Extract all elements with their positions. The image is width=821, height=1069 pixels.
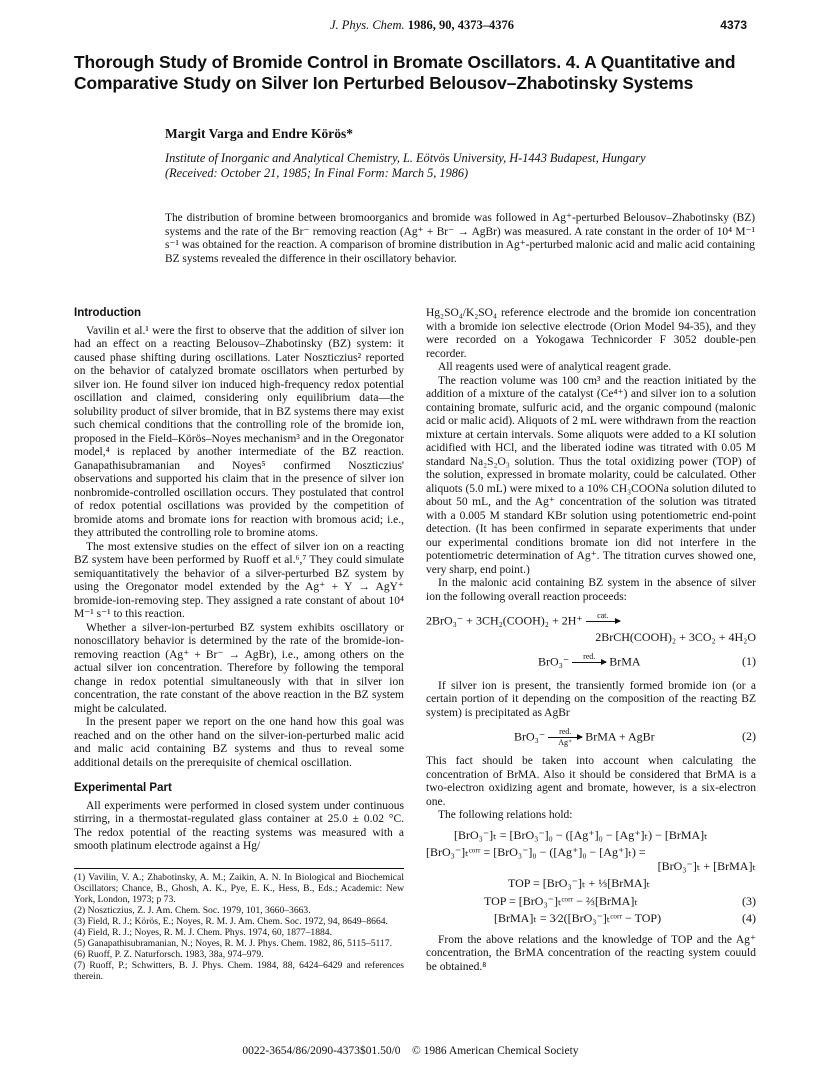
footnote: (4) Field, R. J.; Noyes, R. M. J. Chem. Phys. 1974, 60, 1877–1884. <box>74 927 332 938</box>
intro-paragraph: The most extensive studies on the effect of silver ion on a reacting BZ system have been performed by Ruoff et al.⁶,⁷ They could simulate semiquantitatively the behavior of a silver-perturbed BZ system by using the Oregonator model extended by the Ag⁺ + Y → AgY⁺ bromide-ion-removing step. They assigned a rate constant of about 10⁴ M⁻¹ s⁻¹ to this reaction. <box>74 540 404 620</box>
arrow-label: cat. <box>597 611 609 620</box>
footnote: (5) Ganapathisubramanian, N.; Noyes, R. M. J. Phys. Chem. 1982, 86, 5115–5117. <box>74 938 392 949</box>
equation-number: (1) <box>742 653 756 668</box>
equation-text: TOP = [BrO₃⁻]ₜᶜᵒʳʳ − ⅔[BrMA]ₜ <box>484 893 638 908</box>
footnote: (3) Field, R. J.; Körös, E.; Noyes, R. M. J. Am. Chem. Soc. 1972, 94, 8649–8664. <box>74 916 388 927</box>
eq1-right: BrMA <box>609 653 641 668</box>
relation-1 <box>426 829 756 843</box>
body-paragraph: In the malonic acid containing BZ system in the absence of silver ion the following overall reaction proceeds: <box>426 577 756 603</box>
eq-overall-right: 2BrCH(COOH)₂ + 3CO₂ + 4H₂O <box>595 630 756 644</box>
article-code: 0022-3654/86/2090-4373$01.50/0 <box>242 1045 401 1057</box>
equation-2 <box>426 728 756 747</box>
intro-paragraph: Whether a silver-ion-perturbed BZ system exhibits oscillatory or nonoscillatory behavior is determined by the rate of the bromide-ion-removing reaction (Ag⁺ + Br⁻ → AgBr), i.e., among others on the actual silver ion concentration. Therefore by following the temporal change in redox potential simultaneously with that in silver ion concentration, the rate constant of the above reaction in the BZ system might be calculated. <box>74 621 404 715</box>
experimental-paragraph: All experiments were performed in closed system under continuous stirring, in a thermostat-regulated glass container at 25.0 ± 0.02 °C. The redox potential of the reacting systems was measured with a smooth platinum electrode against a Hg/ <box>74 799 404 852</box>
page-number: 4373 <box>720 18 747 32</box>
body-paragraph: Hg₂SO₄/K₂SO₄ reference electrode and the bromide ion concentration with a bromide ion selective electrode (Orion Model 94-35), and they were recorded on a Yokogawa Technicorder F 3052 double-pen recorder. <box>426 307 756 360</box>
eq2-left: BrO₃⁻ <box>514 729 546 744</box>
intro-paragraph: Vavilin et al.¹ were the first to observe that the addition of silver ion had an effect on a reacting Belousov–Zhabotinsky (BZ) system: it caused phase shifting during oscillations. Later Noszticzius² reported on the behavior of catalyzed bromate oscillators when perturbed by silver ion. He found silver ion induced high-frequency redox potential oscillation and claimed, considering only equilibrium data—the solubility product of silver bromide, that in BZ systems there may exist such chemical conditions that the controlling role of the bromide ion, proposed in the Field–Körös–Noyes mechanism³ and in the Oregonator model,⁴ is replaced by another intermediate of the BZ reaction. Ganapathisubramanian and Noyes⁵ confirmed Noszticzius' observations and supported his claim that in the presence of silver ion nonbromide-controlled oscillation occurs. They postulated that control of redox potential oscillations was provided by the competition of bromide atoms and bromate ions for reaction with bromous acid; i.e., they attributed the controlling role to bromine atoms. <box>74 324 404 539</box>
relation-text: [BrO₃⁻]ₜ + [BrMA]ₜ <box>657 858 756 873</box>
running-header <box>0 18 821 36</box>
received-dates: (Received: October 21, 1985; In Final Form: March 5, 1986) <box>165 166 469 180</box>
article-title: Thorough Study of Bromide Control in Bromate Oscillators. 4. A Quantitative and Comparative Study on Silver Ion Perturbed Belousov–Zhabotinsky Systems <box>74 52 736 93</box>
equation-1 <box>426 653 756 672</box>
body-paragraph: From the above relations and the knowledge of TOP and the Ag⁺ concentration, the BrMA concentration of the reacting system couuld be obtained.⁸ <box>426 933 756 973</box>
overall-reaction-equation <box>426 612 756 645</box>
footnotes <box>74 868 404 982</box>
journal-citation <box>330 18 514 33</box>
experimental-heading: Experimental Part <box>74 782 172 794</box>
abstract: The distribution of bromine between bromoorganics and bromide was followed in Ag⁺-perturbed Belousov–Zhabotinsky (BZ) systems and the rate of the Br⁻ removing reaction (Ag⁺ + Br⁻ → AgBr) was measured. A rate constant in the order of 10⁴ M⁻¹ s⁻¹ was obtained for the reaction. A comparison of bromine distribution in Ag⁺-perturbed malonic acid and malic acid containing BZ systems revealed the difference in their oscillatory behavior. <box>165 212 755 265</box>
eq-overall-left: 2BrO₃⁻ + 3CH₂(COOH)₂ + 2H⁺ <box>426 613 583 628</box>
relation-text: [BrO₃⁻]ₜ = [BrO₃⁻]₀ − ([Ag⁺]₀ − [Ag⁺]ₜ) − [BrMA]ₜ <box>454 827 708 842</box>
reaction-arrow <box>548 728 582 747</box>
affiliation-block <box>165 151 765 181</box>
relation-text: TOP = [BrO₃⁻]ₜ + ⅓[BrMA]ₜ <box>508 876 651 890</box>
footnote: (7) Ruoff, P.; Schwitters, B. J. Phys. Chem. 1984, 88, 6424–6429 and references therein. <box>74 960 404 982</box>
body-paragraph: The following relations hold: <box>438 809 573 821</box>
reaction-arrow <box>586 612 620 631</box>
introduction-heading: Introduction <box>74 307 142 319</box>
page-footer <box>0 1045 821 1057</box>
equation-3 <box>426 895 756 909</box>
arrow-label-bottom: Ag⁺ <box>558 738 573 747</box>
arrow-label: red. <box>583 651 596 661</box>
footnote: (6) Ruoff, P. Z. Naturforsch. 1983, 38a, 974–979. <box>74 949 264 960</box>
journal-citation-numbers: 1986, 90, 4373–4376 <box>407 18 515 32</box>
authors: Margit Varga and Endre Körös* <box>165 126 354 141</box>
intro-paragraph: In the present paper we report on the one hand how this goal was reached and on the other hand on the silver-ion-perturbed malic acid and malic acid containing BZ systems and thus to reveal some additional details on the prerequisite of chemical oscillation. <box>74 716 404 769</box>
footnote: (1) Vavilin, V. A.; Zhabotinsky, A. M.; Zaikin, A. N. In Biological and Biochemical Oscillators; Chance, B., Ghosh, A. K., Pye, E. K., Hess, B., Eds.; Academic: New York, London, 1973; p 73. <box>74 872 404 905</box>
eq1-left: BrO₃⁻ <box>538 653 570 668</box>
right-column <box>426 307 756 974</box>
journal-name: J. Phys. Chem. <box>330 18 405 32</box>
body-paragraph: The reaction volume was 100 cm³ and the reaction initiated by the addition of a mixture of the catalyst (Ce⁴⁺) and silver ion to a solution containing bromate, sulfuric acid, and the organic compound (malonic acid or malic acid). Aliquots of 2 mL were withdrawn from the reaction mixture at certain intervals. Some aliquots were added to a KI solution acidified with HCl, and the liberated iodine was titrated with 0.05 M standard Na₂S₂O₃ solution. Thus the total oxidizing power (TOP) of the solution, expressed in bromate molarity, could be calculated. Other aliquots (5.0 mL) were mixed to a 10% CH₃COONa solution diluted to about 50 mL, and the Ag⁺ concentration of the solution was titrated with a 0.005 M standard KBr solution using potentiometric end-point detection. (It has been confirmed in separate experiments that under our experimental conditions bromate ion did not interfere in the potentiometric determination of Ag⁺. The titration curves showed one, very sharp, end point.) <box>426 374 756 576</box>
equation-text: [BrMA]ₜ = 3⁄2([BrO₃⁻]ₜᶜᵒʳʳ − TOP) <box>494 911 662 925</box>
reaction-arrow <box>572 653 606 672</box>
arrow-label-top: red. <box>559 727 572 736</box>
copyright: © 1986 American Chemical Society <box>412 1045 579 1057</box>
relation-3 <box>426 877 756 891</box>
left-column <box>74 307 404 854</box>
relation-2 <box>426 846 756 873</box>
equation-4 <box>426 912 756 926</box>
footnote: (2) Noszticzius, Z. J. Am. Chem. Soc. 1979, 101, 3660–3663. <box>74 905 311 916</box>
body-paragraph: If silver ion is present, the transiently formed bromide ion (or a certain portion of it depending on the composition of the reacting BZ system) is precipitated as AgBr <box>426 679 756 719</box>
body-paragraph: This fact should be taken into account when calculating the concentration of BrMA. Also it should be considered that BrMA is a two-electron oxidizing agent and bromate, however, is a six-electron one. <box>426 755 756 808</box>
equation-number: (2) <box>742 729 756 744</box>
body-paragraph: All reagents used were of analytical reagent grade. <box>438 361 672 373</box>
eq2-right: BrMA + AgBr <box>585 729 655 744</box>
affiliation: Institute of Inorganic and Analytical Chemistry, L. Eötvös University, H-1443 Budapest, Hungary <box>165 151 646 165</box>
equation-number: (3) <box>742 893 756 908</box>
relation-text: [BrO₃⁻]ₜᶜᵒʳʳ = [BrO₃⁻]₀ − ([Ag⁺]₀ − [Ag⁺]ₜ) = <box>426 845 646 859</box>
equation-number: (4) <box>742 911 756 925</box>
